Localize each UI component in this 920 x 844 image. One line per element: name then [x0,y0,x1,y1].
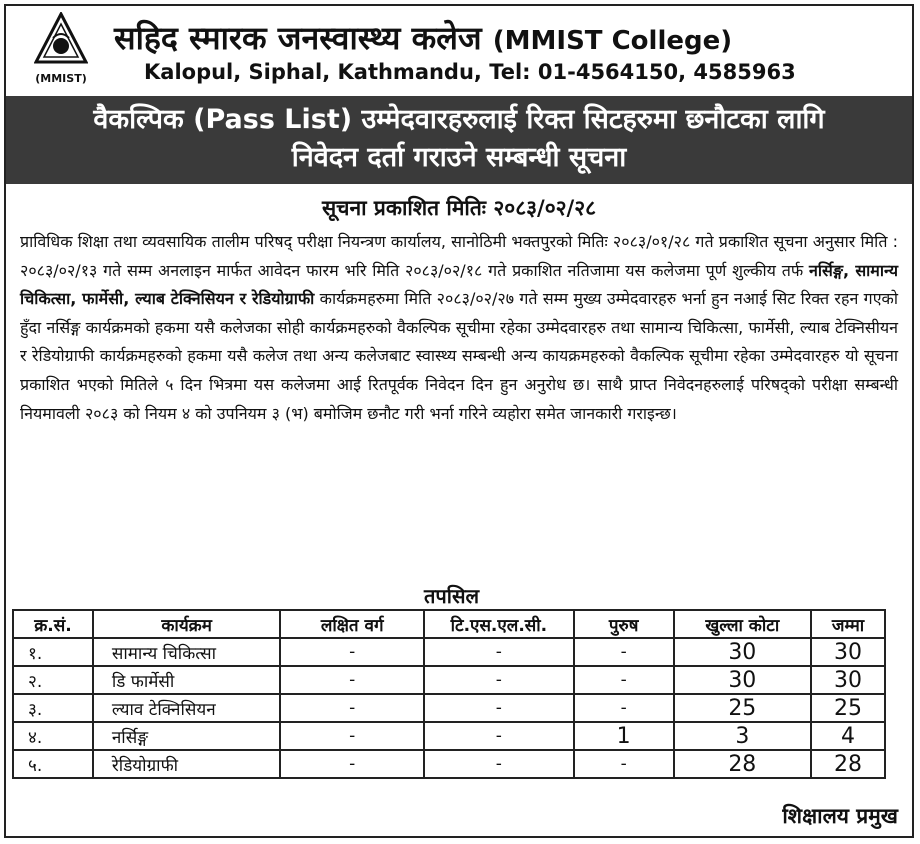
col-header-open-quota: खुल्ला कोटा [674,610,812,638]
table-row [13,694,885,722]
banner-line-2: निवेदन दर्ता गराउने सम्बन्धी सूचना [291,142,627,173]
publication-date: सूचना प्रकाशित मितिः २०८३/०२/२८ [321,196,597,220]
cell-open-quota: 28 [674,750,812,778]
cell-total: 30 [811,638,885,666]
cell-targeted: - [280,750,424,778]
signatory-title: शिक्षालय प्रमुख [782,804,898,828]
cell-male: - [574,666,674,694]
cell-total: 28 [811,750,885,778]
col-header-total: जम्मा [811,610,885,638]
college-logo [26,12,96,90]
col-header-male: पुरुष [574,610,674,638]
col-header-targeted: लक्षित वर्ग [280,610,424,638]
cell-total: 30 [811,666,885,694]
notice-title-banner [6,96,912,184]
college-name-nepali: सहिद स्मारक जनस्वास्थ्य कलेज [114,19,482,57]
cell-open-quota: 30 [674,638,812,666]
cell-targeted: - [280,666,424,694]
logo-label: (MMIST) [35,72,87,85]
notice-body [20,228,898,428]
cell-sn: २. [13,666,93,694]
col-header-sn: क्र.सं. [13,610,93,638]
cell-sn: १. [13,638,93,666]
cell-targeted: - [280,694,424,722]
cell-tslc: - [424,666,574,694]
table-row [13,638,885,666]
cell-male: - [574,694,674,722]
cell-sn: ५. [13,750,93,778]
body-part-2: कार्यक्रमहरुमा मिति २०८३/०२/२७ गते सम्म मुख्य उम्मेदवारहरु भर्ना हुन नआई सिट रिक्त रहन गएको हुँदा नर्सिङ्ग कार्यक्रमको हकमा यसै कलेजका सोही कार्यक्रमहरुको वैकल्पिक सूचीमा रहेका उम्मेदवारहरु तथा सामान्य चिकित्सा, फार्मेसी, ल्याब टेक्निसीयन र रेडियोग्राफी कार्यक्रमहरुको हकमा यसै कलेज तथा अन्य कलेजबाट स्वास्थ्य सम्बन्धी अन्य कायक्रमहरुको वैकल्पिक सूचीमा रहेका उम्मेदवारहरु यो सूचना प्रकाशित भएको मितिले ५ दिन भित्रमा यस कलेजमा आई रितपूर्वक निवेदन दिन हुन अनुरोध छ। साथै प्राप्त निवेदनहरुलाई परिषद्को परीक्षा सम्बन्धी नियमावली २०८३ को नियम ४ को उपनियम ३ (भ) बमोजिम छनौट गरी भर्ना गरिने व्यहोरा समेत जानकारी गराइन्छ। [20,289,898,423]
col-header-tslc: टि.एस.एल.सी. [424,610,574,638]
notice-page [4,4,914,838]
cell-open-quota: 30 [674,666,812,694]
cell-male: 1 [574,722,674,750]
cell-open-quota: 25 [674,694,812,722]
cell-total: 4 [811,722,885,750]
cell-program: रेडियोग्राफी [93,750,281,778]
table-title: तपसिल [424,584,480,608]
cell-program: ल्याव टेक्निसियन [93,694,281,722]
cell-program: डि फार्मेसी [93,666,281,694]
cell-sn: ३. [13,694,93,722]
cell-tslc: - [424,694,574,722]
table-header-row [13,610,885,638]
table-row [13,666,885,694]
table-row [13,722,885,750]
banner-line-1: वैकल्पिक (Pass List) उम्मेदवारहरुलाई रिक्त सिटहरुमा छनौटका लागि [93,104,825,135]
college-name [114,16,732,59]
cell-male: - [574,750,674,778]
cell-tslc: - [424,638,574,666]
college-name-english: (MMIST College) [492,26,733,56]
cell-targeted: - [280,722,424,750]
cell-male: - [574,638,674,666]
cell-targeted: - [280,638,424,666]
cell-total: 25 [811,694,885,722]
cell-program: सामान्य चिकित्सा [93,638,281,666]
cell-program: नर्सिङ्ग [93,722,281,750]
emblem-icon [34,12,88,70]
cell-tslc: - [424,750,574,778]
body-part-1: प्राविधिक शिक्षा तथा व्यवसायिक तालीम परिषद् परीक्षा नियन्त्रण कार्यालय, सानोठिमी भक्तपुरको मितिः २०८३/०१/२८ गते प्रकाशित सूचना अनुसार मिति : २०८३/०२/१३ गते सम्म अनलाइन मार्फत आवेदन फारम भरि मिति २०८३/०२/१८ गते प्रकाशित नतिजामा यस कलेजमा पूर्ण शुल्कीय तर्फ [20,232,898,280]
cell-open-quota: 3 [674,722,812,750]
col-header-program: कार्यक्रम [93,610,281,638]
table-row [13,750,885,778]
cell-tslc: - [424,722,574,750]
letterhead [6,6,912,94]
college-address: Kalopul, Siphal, Kathmandu, Tel: 01-4564150, 4585963 [144,60,796,84]
cell-sn: ४. [13,722,93,750]
body-programs: नर्सिङ्ग, सामान्य चिकित्सा, फार्मेसी, ल्याब टेक्निसियन र रेडियोग्राफी [20,260,898,309]
seat-table [12,609,886,779]
